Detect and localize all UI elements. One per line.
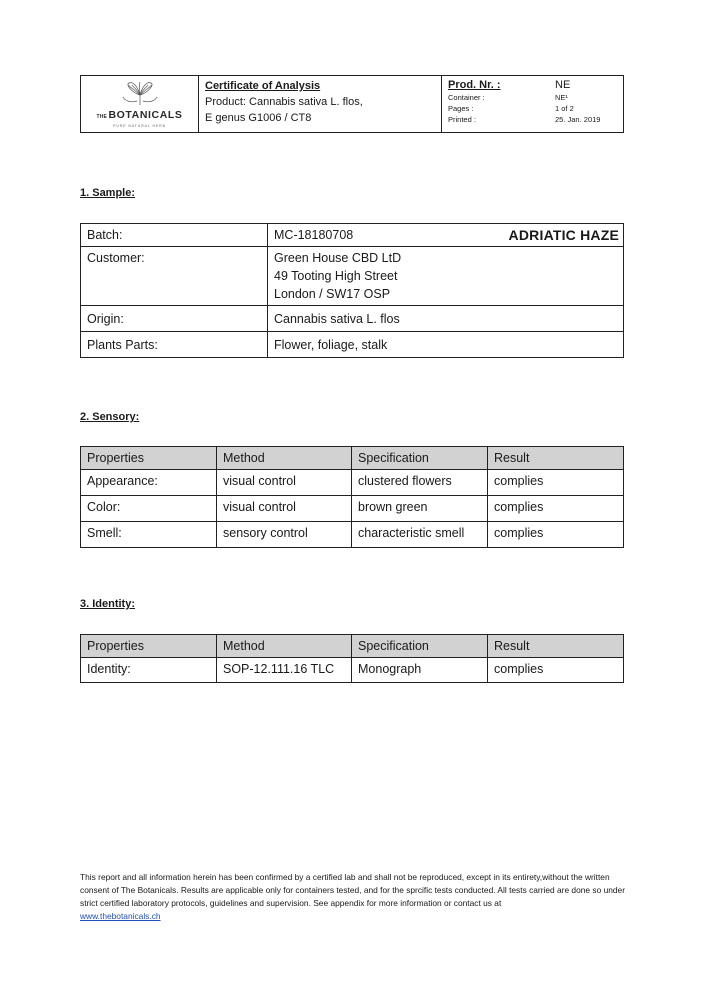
sensory-table — [80, 446, 624, 548]
plant-parts-label: Plants Parts: — [81, 332, 268, 358]
document-title: Certificate of Analysis — [205, 80, 321, 92]
section-title-identity: 3. Identity: — [80, 598, 136, 610]
table-row — [81, 496, 624, 522]
table-cell: complies — [488, 496, 624, 522]
pages-value: 1 of 2 — [555, 104, 574, 113]
prod-nr-label: Prod. Nr. : — [448, 79, 501, 91]
table-cell: complies — [488, 470, 624, 496]
plant-parts-value: Flower, foliage, stalk — [268, 332, 624, 358]
column-header: Result — [488, 447, 624, 470]
section-title-sensory: 2. Sensory: — [80, 411, 140, 423]
column-header: Properties — [81, 635, 217, 658]
table-cell: Smell: — [81, 522, 217, 548]
column-header: Method — [217, 635, 352, 658]
disclaimer-text: This report and all information herein has been confirmed by a certified lab and shall not be reproduced, except in its entirety,without the written consent of The Botanicals. Results are applicable only for containers tested, and for the sprcific tests conducted. All tests carried are done so under strict certified laboratory protocols, guidelines and supervision. See appendix for more information or contact us at — [80, 872, 625, 908]
batch-value: MC-18180708 — [274, 228, 354, 242]
table-row — [81, 306, 624, 332]
brand-prefix: THE — [96, 113, 108, 120]
table-cell: characteristic smell — [352, 522, 488, 548]
table-cell: Identity: — [81, 658, 217, 683]
table-cell: visual control — [217, 496, 352, 522]
container-label: Container : — [448, 93, 485, 102]
column-header: Specification — [352, 447, 488, 470]
document-meta — [442, 76, 623, 132]
printed-label: Printed : — [448, 115, 476, 124]
column-header: Specification — [352, 635, 488, 658]
table-cell: complies — [488, 522, 624, 548]
disclaimer-footer — [80, 871, 625, 923]
section-title-sample: 1. Sample: — [80, 187, 136, 199]
column-header: Properties — [81, 447, 217, 470]
prod-nr-value: NE — [555, 79, 571, 91]
printed-value: 25. Jan. 2019 — [555, 115, 601, 124]
document-title-block — [199, 76, 442, 132]
pages-label: Pages : — [448, 104, 474, 113]
brand-name: BOTANICALS — [108, 108, 183, 121]
table-row — [81, 224, 624, 247]
table-row — [81, 522, 624, 548]
table-cell: sensory control — [217, 522, 352, 548]
table-row — [81, 470, 624, 496]
container-value: NE¹ — [555, 93, 568, 102]
table-row — [81, 247, 624, 306]
product-line-2: E genus G1006 / CT8 — [205, 112, 312, 124]
customer-line-2: 49 Tooting High Street — [274, 269, 398, 283]
table-cell: Color: — [81, 496, 217, 522]
table-header-row — [81, 635, 624, 658]
column-header: Method — [217, 447, 352, 470]
identity-table — [80, 634, 624, 683]
table-row — [81, 332, 624, 358]
customer-label: Customer: — [81, 247, 268, 306]
origin-label: Origin: — [81, 306, 268, 332]
batch-label: Batch: — [81, 224, 268, 247]
sample-table — [80, 223, 624, 358]
document-header — [80, 75, 624, 133]
brand-logo — [81, 76, 199, 132]
website-link[interactable]: www.thebotanicals.ch — [80, 911, 161, 921]
brand-tagline: PURE NATURAL HERB — [113, 123, 166, 128]
ginkgo-leaf-icon — [111, 81, 169, 107]
table-cell: SOP-12.111.16 TLC — [217, 658, 352, 683]
table-cell: complies — [488, 658, 624, 683]
table-cell: Appearance: — [81, 470, 217, 496]
table-header-row — [81, 447, 624, 470]
column-header: Result — [488, 635, 624, 658]
table-cell: clustered flowers — [352, 470, 488, 496]
table-cell: Monograph — [352, 658, 488, 683]
strain-name: ADRIATIC HAZE — [508, 227, 619, 243]
table-cell: visual control — [217, 470, 352, 496]
product-line-1: Product: Cannabis sativa L. flos, — [205, 96, 363, 108]
origin-value: Cannabis sativa L. flos — [268, 306, 624, 332]
customer-line-3: London / SW17 OSP — [274, 287, 391, 301]
table-row — [81, 658, 624, 683]
customer-line-1: Green House CBD LtD — [274, 251, 402, 265]
table-cell: brown green — [352, 496, 488, 522]
